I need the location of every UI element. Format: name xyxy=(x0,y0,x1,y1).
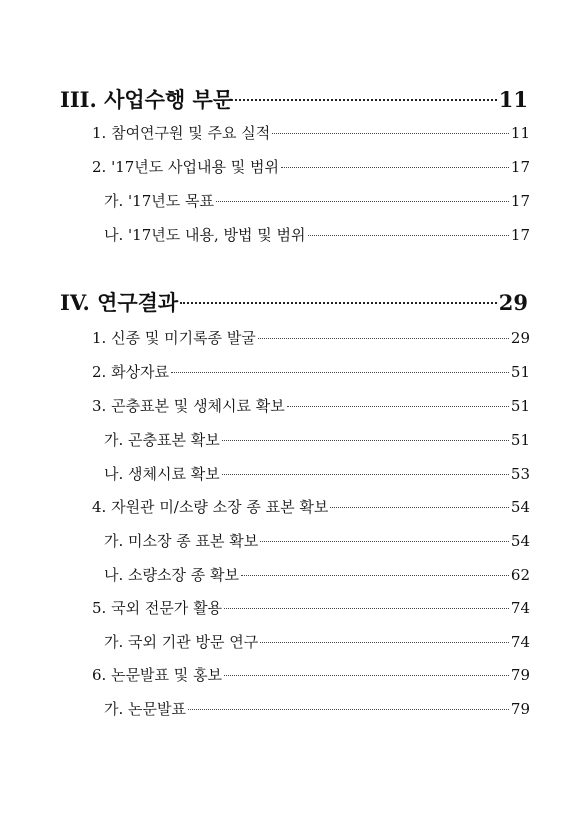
toc-page-number: 79 xyxy=(510,700,530,718)
toc-entry-label: 3. 곤충표본 및 생체시료 확보 xyxy=(92,397,285,415)
toc-page-number: 79 xyxy=(510,666,530,684)
dot-leader xyxy=(308,235,509,236)
dot-leader xyxy=(260,642,509,643)
dot-leader xyxy=(171,372,509,373)
toc-page-number: 62 xyxy=(510,566,530,584)
toc-entry-label: 가. 논문발표 xyxy=(104,700,186,718)
toc-subentry[interactable] xyxy=(104,190,530,211)
toc-subentry[interactable] xyxy=(104,631,530,652)
toc-entry-label: 5. 국외 전문가 활용 xyxy=(92,599,223,617)
toc-entry-label: 나. '17년도 내용, 방법 및 범위 xyxy=(104,226,306,244)
toc-page-number: 17 xyxy=(510,158,530,176)
toc-entry-label: 나. 소량소장 종 확보 xyxy=(104,566,239,584)
dot-leader xyxy=(287,406,509,407)
toc-page-number: 51 xyxy=(510,397,530,415)
toc-page-number: 51 xyxy=(510,363,530,381)
toc-entry-label: 1. 참여연구원 및 주요 실적 xyxy=(92,124,271,142)
toc-entry-label: 가. 국외 기관 방문 연구 xyxy=(104,633,259,651)
toc-entry[interactable] xyxy=(92,395,530,416)
toc-entry-label: 1. 신종 및 미기록종 발굴 xyxy=(92,329,256,347)
toc-entry-label: 가. '17년도 목표 xyxy=(104,192,214,210)
toc-page-number: 53 xyxy=(510,465,530,483)
toc-entry[interactable] xyxy=(92,327,530,348)
toc-page-number: 29 xyxy=(498,290,528,315)
toc-page-number: 74 xyxy=(510,633,530,651)
toc-subentry[interactable] xyxy=(104,698,530,719)
toc-subentry[interactable] xyxy=(104,564,530,585)
toc-page-number: 11 xyxy=(498,87,528,112)
toc-heading-iii[interactable] xyxy=(60,84,528,114)
toc-entry-label: 4. 자원관 미/소량 소장 종 표본 확보 xyxy=(92,498,329,516)
toc-page-number: 54 xyxy=(510,498,530,516)
dot-leader xyxy=(272,133,509,134)
toc-entry-label: 2. 화상자료 xyxy=(92,363,170,381)
toc-entry[interactable] xyxy=(92,664,530,685)
toc-entry[interactable] xyxy=(92,156,530,177)
toc-heading-label: III. 사업수행 부문 xyxy=(60,87,234,112)
toc-entry[interactable] xyxy=(92,361,530,382)
toc-entry[interactable] xyxy=(92,122,530,143)
toc-entry-label: 가. 곤충표본 확보 xyxy=(104,431,220,449)
toc-entry-label: 나. 생체시료 확보 xyxy=(104,465,220,483)
dot-leader xyxy=(222,440,509,441)
dot-leader xyxy=(222,474,509,475)
toc-page-number: 74 xyxy=(510,599,530,617)
dot-leader xyxy=(188,709,509,710)
toc-page-number: 51 xyxy=(510,431,530,449)
dot-leader xyxy=(235,99,497,101)
toc-page-number: 54 xyxy=(510,532,530,550)
dot-leader xyxy=(241,575,509,576)
toc-page-number: 11 xyxy=(510,124,530,142)
toc-heading-iv[interactable] xyxy=(60,287,528,317)
toc-entry-label: 6. 논문발표 및 홍보 xyxy=(92,666,223,684)
toc-heading-label: IV. 연구결과 xyxy=(60,290,179,315)
toc-subentry[interactable] xyxy=(104,463,530,484)
dot-leader xyxy=(180,302,497,304)
dot-leader xyxy=(224,608,509,609)
toc-subentry[interactable] xyxy=(104,224,530,245)
dot-leader xyxy=(281,167,509,168)
toc-subentry[interactable] xyxy=(104,530,530,551)
dot-leader xyxy=(224,675,509,676)
toc-entry[interactable] xyxy=(92,496,530,517)
dot-leader xyxy=(258,338,509,339)
toc-entry-label: 가. 미소장 종 표본 확보 xyxy=(104,532,259,550)
toc-entry-label: 2. '17년도 사업내용 및 범위 xyxy=(92,158,280,176)
dot-leader xyxy=(216,201,509,202)
toc-page-number: 17 xyxy=(510,226,530,244)
toc-subentry[interactable] xyxy=(104,429,530,450)
toc-page-number: 17 xyxy=(510,192,530,210)
toc-entry[interactable] xyxy=(92,597,530,618)
toc-page-number: 29 xyxy=(510,329,530,347)
dot-leader xyxy=(260,541,509,542)
dot-leader xyxy=(330,507,509,508)
